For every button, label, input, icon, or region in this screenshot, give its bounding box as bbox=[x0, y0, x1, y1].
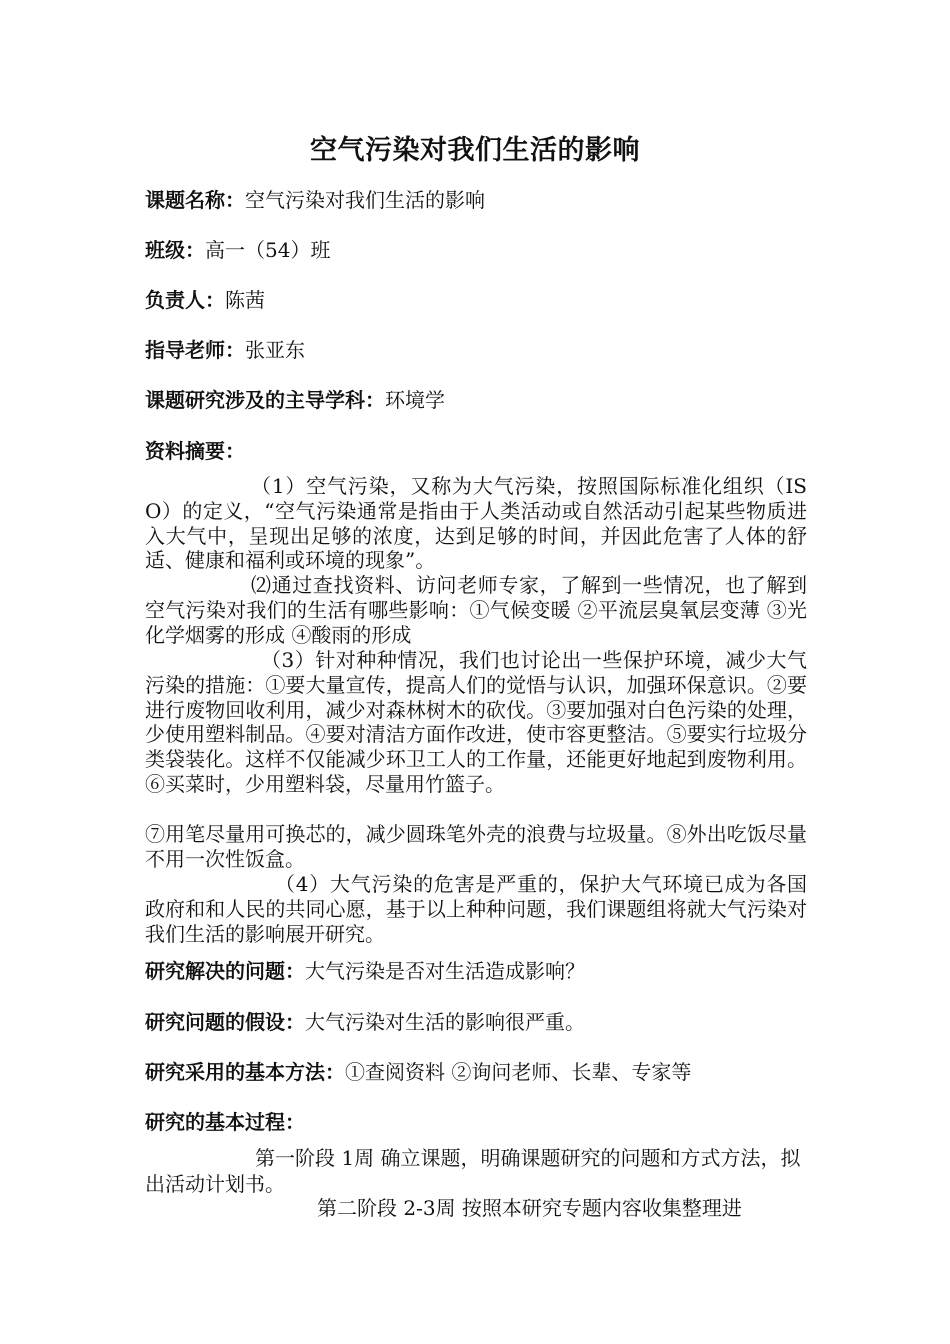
abstract-paragraph-4: （4）大气污染的危害是严重的，保护大气环境已成为各国政府和和人民的共同心愿，基于以上种种问题，我们课题组将就大气污染对我们生活的影响展开研究。 bbox=[145, 872, 807, 946]
abstract-paragraph-1: （1）空气污染，又称为大气污染，按照国际标准化组织（ISO）的定义，“空气污染通常是指由于人类活动或自然活动引起某些物质进入大气中，呈现出足够的浓度，达到足够的时间，并因此危害了人体的舒适、健康和福利或环境的现象”。 bbox=[145, 474, 807, 573]
process-stage-1: 第一阶段 1周 确立课题，明确课题研究的问题和方式方法，拟出活动计划书。 bbox=[145, 1146, 801, 1196]
leader-label: 负责人： bbox=[145, 288, 225, 312]
leader-value: 陈茜 bbox=[225, 288, 265, 312]
teacher-field bbox=[145, 336, 825, 364]
hypothesis-value: 大气污染对生活的影响很严重。 bbox=[305, 1010, 585, 1034]
subject-field bbox=[145, 386, 825, 414]
problem-value: 大气污染是否对生活造成影响？ bbox=[305, 959, 585, 983]
hypothesis-label: 研究问题的假设： bbox=[145, 1010, 305, 1034]
subject-label: 课题研究涉及的主导学科： bbox=[145, 388, 385, 412]
teacher-value: 张亚东 bbox=[245, 338, 305, 362]
abstract-paragraph-3b: ⑦用笔尽量用可换芯的，减少圆珠笔外壳的浪费与垃圾量。⑧外出吃饭尽量不用一次性饭盒。 bbox=[145, 822, 807, 871]
class-field bbox=[145, 236, 825, 264]
topic-value: 空气污染对我们生活的影响 bbox=[245, 188, 485, 212]
topic-label: 课题名称： bbox=[145, 188, 245, 212]
method-value: ①查阅资料 ②询问老师、长辈、专家等 bbox=[345, 1060, 692, 1084]
method-field bbox=[145, 1058, 825, 1086]
abstract-label: 资料摘要： bbox=[145, 439, 245, 463]
problem-field bbox=[145, 957, 825, 985]
problem-label: 研究解决的问题： bbox=[145, 959, 305, 983]
teacher-label: 指导老师： bbox=[145, 338, 245, 362]
abstract-paragraph-2: ⑵通过查找资料、访问老师专家，了解到一些情况，也了解到空气污染对我们的生活有哪些影响：①气候变暖 ②平流层臭氧层变薄 ③光化学烟雾的形成 ④酸雨的形成 bbox=[145, 573, 807, 647]
process-label: 研究的基本过程： bbox=[145, 1110, 305, 1134]
topic-field bbox=[145, 186, 825, 214]
process-stage-2: 第二阶段 2-3周 按照本研究专题内容收集整理进 bbox=[317, 1196, 742, 1220]
abstract-paragraph-3: （3）针对种种情况，我们也讨论出一些保护环境，减少大气污染的措施：①要大量宣传，提高人们的觉悟与认识，加强环保意识。②要进行废物回收利用，减少对森林树木的砍伐。③要加强对白色污染的处理，少使用塑料制品。④要对清洁方面作改进，使市容更整洁。⑤要实行垃圾分类袋装化。这样不仅能减少环卫工人的工作量，还能更好地起到废物利用。⑥买菜时，少用塑料袋，尽量用竹篮子。 bbox=[145, 648, 807, 796]
subject-value: 环境学 bbox=[385, 388, 445, 412]
class-value: 高一（54）班 bbox=[205, 238, 331, 262]
process-heading bbox=[145, 1108, 825, 1136]
hypothesis-field bbox=[145, 1008, 825, 1036]
class-label: 班级： bbox=[145, 238, 205, 262]
abstract-heading bbox=[145, 437, 825, 465]
method-label: 研究采用的基本方法： bbox=[145, 1060, 345, 1084]
leader-field bbox=[145, 286, 825, 314]
document-title: 空气污染对我们生活的影响 bbox=[310, 135, 640, 166]
